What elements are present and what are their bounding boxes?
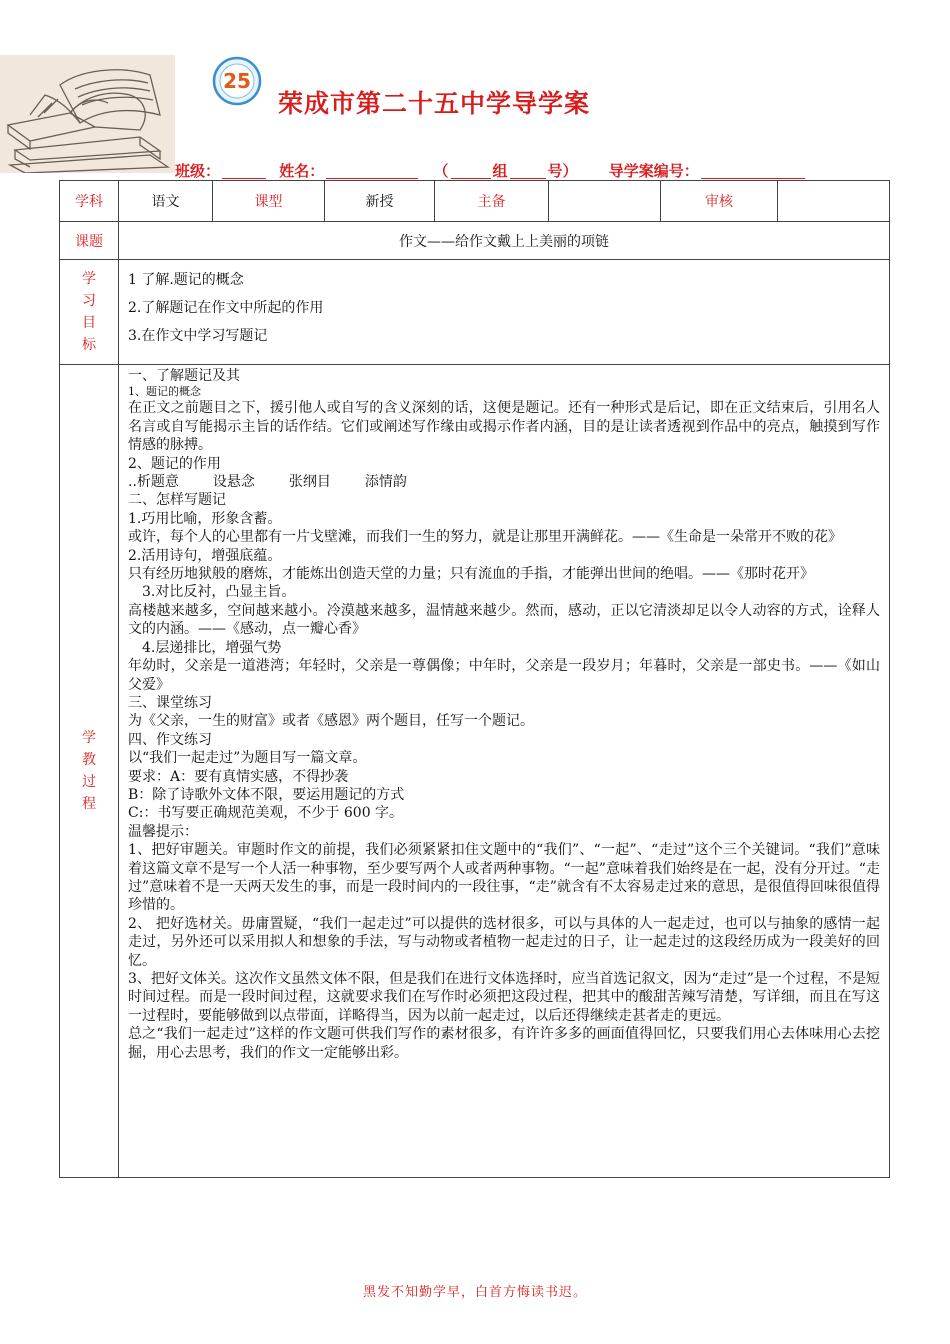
class-blank[interactable] [222, 162, 266, 179]
section-heading: 二、怎样写题记 [128, 492, 226, 509]
tips-heading: 温馨提示： [128, 823, 198, 840]
process-label: 学教过程 [60, 365, 119, 1178]
goal-item: 1 了解.题记的概念 [128, 272, 244, 288]
name-blank[interactable] [326, 162, 418, 179]
subheading: 1、题记的概念 [128, 385, 201, 399]
books-illustration [0, 55, 175, 173]
school-logo [212, 56, 262, 106]
review-value [778, 181, 890, 222]
group-open: （ [433, 162, 449, 180]
function-list [128, 473, 880, 491]
tip-paragraph: 1、把好审题关。审题时作文的前提，我们必须紧紧扣住文题中的“我们”、“一起”、“走过”这个三个关键词。“我们”意味着这篇文章不是写一个人活一种事物，至少要写两个人或者两种事物。“一起”意味着我们始终是在一起，没有分开过。“走过”意味着不是一天两天发生的事，而是一段时间内的一段往事，“走”就含有不太容易走过来的意思，是很值得回味很值得珍惜的。 [128, 842, 880, 914]
goals-label: 学习目标 [60, 260, 119, 365]
name-label: 姓名： [279, 162, 325, 180]
section-heading: 四、作文练习 [128, 731, 212, 748]
goal-item: 3.在作文中学习写题记 [128, 328, 268, 344]
topic-label: 课题 [60, 222, 119, 260]
subheading: 2、题记的作用 [128, 455, 221, 472]
function-item: ..析题意 [128, 474, 179, 491]
meta-row [60, 181, 890, 222]
method-example: 年幼时，父亲是一道港湾；年轻时，父亲是一尊偶像；中年时，父亲是一段岁月；年暮时，父亲是一部史书。——《如山父爱》 [128, 658, 880, 693]
method-title: 3.对比反衬，凸显主旨。 [142, 584, 296, 601]
lead-label: 主备 [435, 181, 549, 222]
review-label: 审核 [661, 181, 778, 222]
process-row [60, 365, 890, 1178]
subject-value: 语文 [119, 181, 213, 222]
requirement: 要求：A：要有真情实感，不得抄袭 [128, 768, 349, 785]
group-blank[interactable] [451, 162, 491, 179]
paragraph: 为《父亲，一生的财富》或者《感恩》两个题目，任写一个题记。 [128, 713, 534, 730]
goal-item: 2.了解题记在作文中所起的作用 [128, 300, 324, 316]
method-title: 2.活用诗句，增强底蕴。 [128, 547, 282, 564]
case-no-label: 导学案编号： [608, 162, 699, 180]
number-blank[interactable] [510, 162, 546, 179]
method-title: 4.层递排比，增强气势 [142, 639, 282, 656]
subject-label: 学科 [60, 181, 119, 222]
section-heading: 三、课堂练习 [128, 694, 212, 711]
process-content [119, 365, 890, 1178]
requirement: C:：书写要正确规范美观，不少于 600 字。 [128, 805, 404, 822]
function-item: 张纲目 [288, 474, 331, 491]
number-label: 号） [547, 162, 578, 180]
lead-value [549, 181, 661, 222]
study-plan-table [59, 180, 890, 1178]
goals-row [60, 260, 890, 365]
method-example: 高楼越来越多，空间越来越小。冷漠越来越多，温情越来越少。然而，感动，正以它清淡却足以令人动容的方式，诠释人文的内涵。——《感动，点一瓣心香》 [128, 602, 880, 638]
function-item: 设悬念 [212, 474, 255, 491]
section-heading: 一、了解题记及其 [128, 368, 240, 384]
class-label: 班级： [175, 162, 221, 180]
topic-value: 作文——给作文戴上上美丽的项链 [119, 222, 890, 260]
type-value: 新授 [325, 181, 435, 222]
logo-number: 25 [223, 69, 251, 93]
method-example: 或许，每个人的心里都有一片戈壁滩，而我们一生的努力，就是让那里开满鲜花。——《生命是一朵常开不败的花》 [128, 529, 842, 546]
method-example: 只有经历地狱般的磨炼，才能炼出创造天堂的力量；只有流血的手指，才能弹出世间的绝唱。——《那时花开》 [128, 566, 814, 583]
paragraph: 在正文之前题目之下，援引他人或自写的含义深刻的话，这便是题记。还有一种形式是后记，即在正文结束后，引用名人名言或自写能揭示主旨的话作结。它们或阐述写作缘由或揭示作者内涵，目的是让读者透视到作品中的亮点，触摸到写作情感的脉搏。 [128, 400, 880, 454]
type-label: 课型 [213, 181, 325, 222]
tip-paragraph: 3、把好文体关。这次作文虽然文体不限，但是我们在进行文体选择时，应当首选记叙文，因为“走过”是一个过程，不是短时间过程。而是一段时间过程，这就要求我们在写作时必须把这段过程，把其中的酸甜苦辣写清楚，写详细，而且在写这一过程时，要能够做到以点带面，详略得当，因为以前一起走过，以后还得继续走甚者走的更远。 [128, 971, 880, 1024]
group-label: 组 [492, 162, 508, 180]
summary-paragraph: 总之“我们一起走过”这样的作文题可供我们写作的素材很多，有许许多多的画面值得回忆，只要我们用心去体味用心去挖掘，用心去思考，我们的作文一定能够出彩。 [128, 1026, 880, 1061]
student-info-line [175, 160, 807, 181]
tip-paragraph: 2、 把好选材关。毋庸置疑，“我们一起走过”可以提供的选材很多，可以与具体的人一起走过，也可以与抽象的感情一起走过，另外还可以采用拟人和想象的手法，写与动物或者植物一起走过的日子，让一起走过的这段经历成为一段美好的回忆。 [128, 915, 880, 969]
function-item: 添情韵 [364, 474, 407, 491]
goals-list [119, 260, 890, 365]
topic-row [60, 222, 890, 260]
case-no-blank[interactable] [701, 162, 805, 179]
requirement: B：除了诗歌外文体不限，要运用题记的方式 [128, 786, 405, 803]
method-title: 1.巧用比喻，形象含蓄。 [128, 510, 282, 527]
footer-motto: 黑发不知勤学早，白首方悔读书迟。 [362, 1285, 587, 1300]
page-title: 荣成市第二十五中学导学案 [278, 89, 591, 118]
paragraph: 以“我们一起走过”为题目写一篇文章。 [128, 750, 367, 767]
